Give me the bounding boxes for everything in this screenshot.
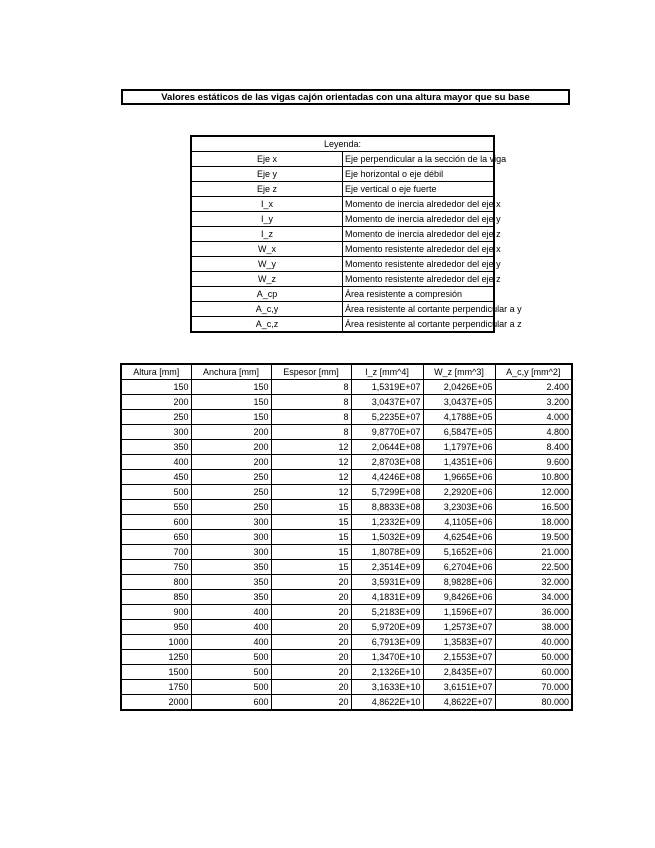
legend-description: Área resistente al cortante perpendicular a y	[343, 302, 495, 317]
table-cell: 3.200	[495, 395, 572, 410]
legend-row	[191, 272, 494, 287]
table-row	[121, 695, 572, 711]
legend-key: I_z	[191, 227, 343, 242]
table-cell: 1,1797E+06	[423, 440, 495, 455]
table-cell: 1000	[121, 635, 191, 650]
table-cell: 3,5931E+09	[351, 575, 423, 590]
table-cell: 20	[271, 620, 351, 635]
table-cell: 38.000	[495, 620, 572, 635]
legend-key: W_x	[191, 242, 343, 257]
table-cell: 8	[271, 425, 351, 440]
table-cell: 150	[121, 380, 191, 395]
legend-row	[191, 227, 494, 242]
table-cell: 15	[271, 530, 351, 545]
table-row	[121, 560, 572, 575]
table-cell: 6,2704E+06	[423, 560, 495, 575]
table-cell: 8.400	[495, 440, 572, 455]
table-cell: 500	[191, 665, 271, 680]
table-cell: 21.000	[495, 545, 572, 560]
table-cell: 600	[121, 515, 191, 530]
legend-description: Momento resistente alrededor del eje x	[343, 242, 495, 257]
table-cell: 300	[191, 530, 271, 545]
table-cell: 3,1633E+10	[351, 680, 423, 695]
table-cell: 1,9665E+06	[423, 470, 495, 485]
legend-key: W_z	[191, 272, 343, 287]
legend-description: Momento resistente alrededor del eje y	[343, 257, 495, 272]
table-cell: 800	[121, 575, 191, 590]
column-header: Anchura [mm]	[191, 364, 271, 380]
table-cell: 4,1788E+05	[423, 410, 495, 425]
table-row	[121, 485, 572, 500]
legend-key: Eje y	[191, 167, 343, 182]
table-cell: 3,0437E+05	[423, 395, 495, 410]
table-cell: 1750	[121, 680, 191, 695]
table-cell: 2,1326E+10	[351, 665, 423, 680]
table-cell: 15	[271, 560, 351, 575]
table-cell: 350	[191, 575, 271, 590]
legend-row	[191, 197, 494, 212]
table-cell: 200	[191, 425, 271, 440]
legend-description: Área resistente al cortante perpendicular a z	[343, 317, 495, 333]
table-cell: 3,0437E+07	[351, 395, 423, 410]
table-cell: 400	[191, 620, 271, 635]
table-row	[121, 605, 572, 620]
table-cell: 80.000	[495, 695, 572, 711]
table-cell: 900	[121, 605, 191, 620]
table-cell: 2,3514E+09	[351, 560, 423, 575]
table-cell: 350	[191, 560, 271, 575]
table-row	[121, 395, 572, 410]
legend-table	[190, 135, 522, 333]
legend-row	[191, 302, 494, 317]
table-cell: 9,8770E+07	[351, 425, 423, 440]
table-cell: 4,8622E+07	[423, 695, 495, 711]
table-cell: 70.000	[495, 680, 572, 695]
table-cell: 1,3470E+10	[351, 650, 423, 665]
table-cell: 2,8703E+08	[351, 455, 423, 470]
table-cell: 1,1596E+07	[423, 605, 495, 620]
table-cell: 2.400	[495, 380, 572, 395]
table-cell: 8	[271, 395, 351, 410]
legend-header: Leyenda:	[191, 136, 494, 152]
table-cell: 550	[121, 500, 191, 515]
legend-description: Momento de inercia alrededor del eje z	[343, 227, 495, 242]
table-cell: 5,2235E+07	[351, 410, 423, 425]
table-cell: 250	[191, 470, 271, 485]
table-cell: 9,8426E+06	[423, 590, 495, 605]
column-header: W_z [mm^3]	[423, 364, 495, 380]
table-row	[121, 410, 572, 425]
legend-key: A_cp	[191, 287, 343, 302]
table-cell: 200	[191, 440, 271, 455]
table-cell: 2,0426E+05	[423, 380, 495, 395]
table-cell: 34.000	[495, 590, 572, 605]
table-cell: 12	[271, 470, 351, 485]
table-row	[121, 545, 572, 560]
table-cell: 400	[191, 605, 271, 620]
table-cell: 5,2183E+09	[351, 605, 423, 620]
legend-row	[191, 242, 494, 257]
table-cell: 4,1105E+06	[423, 515, 495, 530]
table-row	[121, 620, 572, 635]
table-cell: 200	[191, 455, 271, 470]
table-cell: 5,1652E+06	[423, 545, 495, 560]
table-cell: 12	[271, 440, 351, 455]
legend-description: Área resistente a compresión	[343, 287, 495, 302]
table-cell: 300	[121, 425, 191, 440]
table-cell: 20	[271, 695, 351, 711]
table-cell: 1,5319E+07	[351, 380, 423, 395]
legend-row	[191, 287, 494, 302]
table-cell: 750	[121, 560, 191, 575]
table-cell: 2,0644E+08	[351, 440, 423, 455]
column-header: Espesor [mm]	[271, 364, 351, 380]
table-cell: 8,8833E+08	[351, 500, 423, 515]
legend-key: I_y	[191, 212, 343, 227]
table-cell: 350	[191, 590, 271, 605]
table-cell: 1,3583E+07	[423, 635, 495, 650]
table-cell: 18.000	[495, 515, 572, 530]
table-cell: 200	[121, 395, 191, 410]
legend-description: Eje vertical o eje fuerte	[343, 182, 495, 197]
table-cell: 700	[121, 545, 191, 560]
legend-key: W_y	[191, 257, 343, 272]
table-cell: 15	[271, 515, 351, 530]
table-cell: 12	[271, 485, 351, 500]
table-cell: 40.000	[495, 635, 572, 650]
table-row	[121, 530, 572, 545]
legend-row	[191, 182, 494, 197]
table-header-row	[121, 364, 572, 380]
table-cell: 15	[271, 545, 351, 560]
table-row	[121, 635, 572, 650]
table-row	[121, 665, 572, 680]
table-cell: 150	[191, 395, 271, 410]
table-cell: 250	[191, 500, 271, 515]
table-cell: 1,4351E+06	[423, 455, 495, 470]
legend-key: A_c,z	[191, 317, 343, 333]
table-cell: 20	[271, 590, 351, 605]
table-cell: 6,7913E+09	[351, 635, 423, 650]
beam-data-table	[120, 363, 573, 711]
table-cell: 300	[191, 515, 271, 530]
table-cell: 2,8435E+07	[423, 665, 495, 680]
table-cell: 950	[121, 620, 191, 635]
table-cell: 4,8622E+10	[351, 695, 423, 711]
legend-key: Eje z	[191, 182, 343, 197]
legend-description: Eje perpendicular a la sección de la viga	[343, 152, 495, 167]
legend-key: A_c,y	[191, 302, 343, 317]
table-cell: 650	[121, 530, 191, 545]
column-header: Altura [mm]	[121, 364, 191, 380]
legend-key: I_x	[191, 197, 343, 212]
table-row	[121, 650, 572, 665]
table-cell: 4.800	[495, 425, 572, 440]
page-title: Valores estáticos de las vigas cajón orientadas con una altura mayor que su base	[121, 89, 570, 105]
table-cell: 1250	[121, 650, 191, 665]
table-cell: 20	[271, 605, 351, 620]
table-cell: 15	[271, 500, 351, 515]
table-cell: 350	[121, 440, 191, 455]
legend-description: Momento resistente alrededor del eje z	[343, 272, 495, 287]
table-cell: 12	[271, 455, 351, 470]
table-row	[121, 500, 572, 515]
table-cell: 8,9828E+06	[423, 575, 495, 590]
table-cell: 2,2920E+06	[423, 485, 495, 500]
table-cell: 4,1831E+09	[351, 590, 423, 605]
legend-row	[191, 152, 494, 167]
table-body	[121, 380, 572, 711]
table-row	[121, 515, 572, 530]
table-cell: 500	[191, 680, 271, 695]
table-cell: 16.500	[495, 500, 572, 515]
table-cell: 60.000	[495, 665, 572, 680]
table-cell: 4,4246E+08	[351, 470, 423, 485]
table-cell: 20	[271, 665, 351, 680]
table-cell: 1,8078E+09	[351, 545, 423, 560]
table-cell: 3,2303E+06	[423, 500, 495, 515]
table-cell: 850	[121, 590, 191, 605]
table-cell: 1500	[121, 665, 191, 680]
legend-body	[191, 152, 522, 333]
table-cell: 1,5032E+09	[351, 530, 423, 545]
table-row	[121, 470, 572, 485]
legend-row	[191, 317, 494, 333]
table-cell: 36.000	[495, 605, 572, 620]
legend-description: Eje horizontal o eje débil	[343, 167, 495, 182]
table-cell: 150	[191, 380, 271, 395]
legend-row	[191, 167, 494, 182]
table-cell: 8	[271, 410, 351, 425]
table-cell: 250	[191, 485, 271, 500]
table-cell: 1,2573E+07	[423, 620, 495, 635]
table-cell: 2000	[121, 695, 191, 711]
table-row	[121, 455, 572, 470]
table-row	[121, 680, 572, 695]
table-cell: 20	[271, 575, 351, 590]
table-cell: 32.000	[495, 575, 572, 590]
table-cell: 10.800	[495, 470, 572, 485]
table-cell: 400	[191, 635, 271, 650]
table-row	[121, 425, 572, 440]
table-cell: 50.000	[495, 650, 572, 665]
table-row	[121, 440, 572, 455]
legend-key: Eje x	[191, 152, 343, 167]
table-cell: 8	[271, 380, 351, 395]
table-cell: 20	[271, 635, 351, 650]
table-cell: 600	[191, 695, 271, 711]
column-header: A_c,y [mm^2]	[495, 364, 572, 380]
table-cell: 150	[191, 410, 271, 425]
table-cell: 22.500	[495, 560, 572, 575]
legend-description: Momento de inercia alrededor del eje y	[343, 212, 495, 227]
table-cell: 5,9720E+09	[351, 620, 423, 635]
table-cell: 4.000	[495, 410, 572, 425]
legend-description: Momento de inercia alrededor del eje x	[343, 197, 495, 212]
table-cell: 20	[271, 680, 351, 695]
table-cell: 1,2332E+09	[351, 515, 423, 530]
table-cell: 19.500	[495, 530, 572, 545]
table-cell: 3,6151E+07	[423, 680, 495, 695]
table-row	[121, 380, 572, 395]
legend-row	[191, 257, 494, 272]
table-cell: 12.000	[495, 485, 572, 500]
table-cell: 250	[121, 410, 191, 425]
table-cell: 20	[271, 650, 351, 665]
table-row	[121, 590, 572, 605]
table-cell: 400	[121, 455, 191, 470]
table-cell: 500	[121, 485, 191, 500]
legend-row	[191, 212, 494, 227]
table-cell: 450	[121, 470, 191, 485]
table-row	[121, 575, 572, 590]
table-cell: 9.600	[495, 455, 572, 470]
table-cell: 6,5847E+05	[423, 425, 495, 440]
table-cell: 300	[191, 545, 271, 560]
table-cell: 2,1553E+07	[423, 650, 495, 665]
table-cell: 500	[191, 650, 271, 665]
table-cell: 5,7299E+08	[351, 485, 423, 500]
table-cell: 4,6254E+06	[423, 530, 495, 545]
column-header: I_z [mm^4]	[351, 364, 423, 380]
